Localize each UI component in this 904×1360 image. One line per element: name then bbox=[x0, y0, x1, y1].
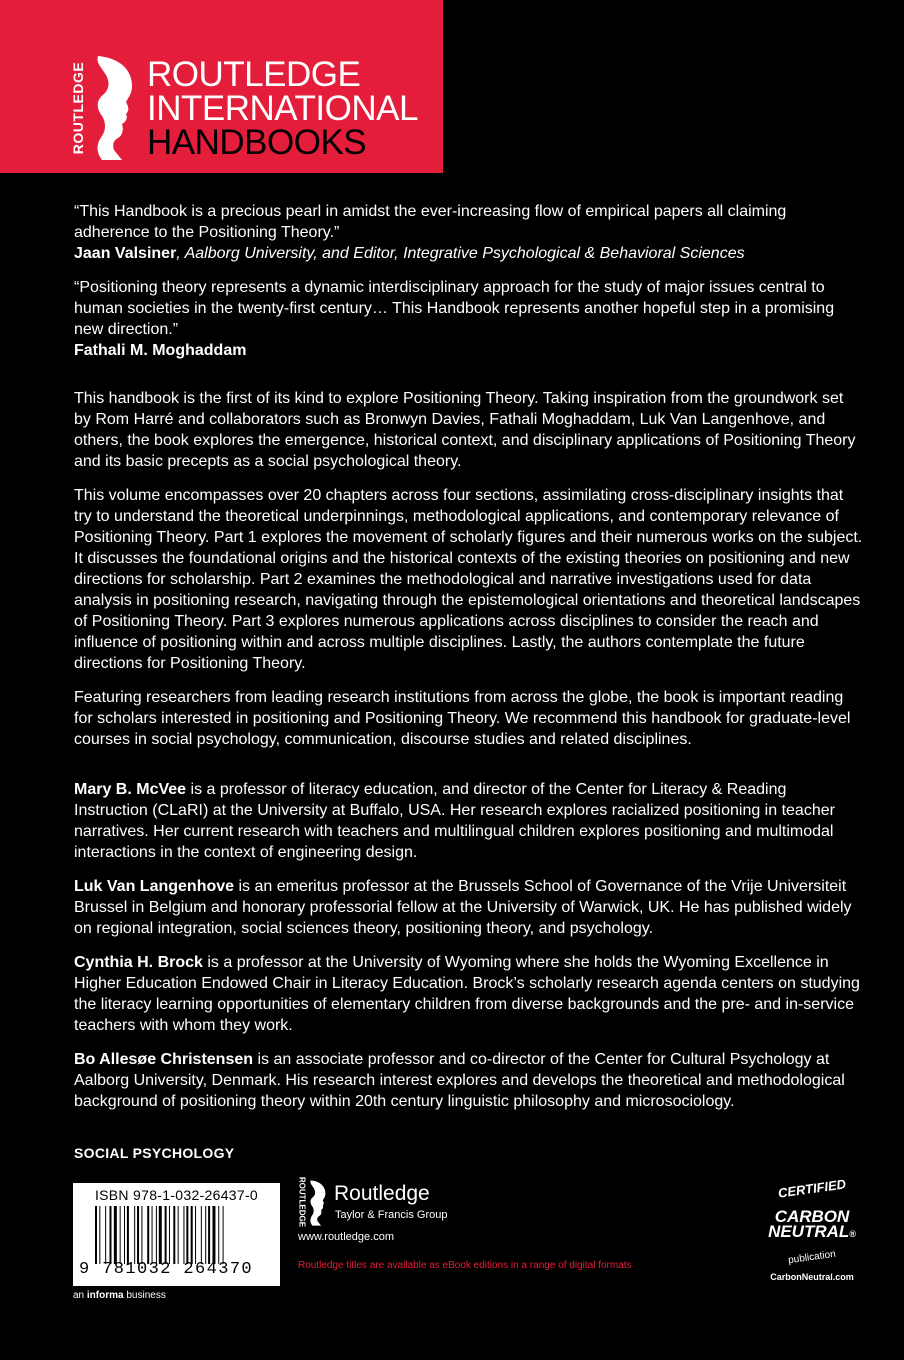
barcode-stripe bbox=[120, 1206, 121, 1264]
publication-label: publication bbox=[787, 1248, 837, 1267]
barcode-stripe bbox=[141, 1206, 142, 1264]
description-paragraph: This volume encompasses over 20 chapters across four sections, assimilating cross-disciplinary insights that try to understand the theoretical underpinnings, methodological applications, and contemporary relevance of Positioning Theory. Part 1 explores the movement of scholarly figures and their numerous works on the subject. It discusses the foundational origins and the historical contexts of the existing theories on positioning and new directions for scholarship. Part 2 examines the methodological and narrative investigations used for data analysis in positioning research, navigating through the epistemological orientations and theoretical landscapes of Positioning Theory. Part 3 explores numerous applications across disciplines to consider the reach and influence of positioning within and across multiple disciplines. Lastly, the authors contemplate the future directions for Positioning Theory. bbox=[74, 487, 863, 672]
barcode-stripe bbox=[183, 1206, 184, 1264]
barcode-bars-icon bbox=[95, 1206, 275, 1264]
quote-author: Fathali M. Moghaddam bbox=[74, 342, 247, 359]
barcode-stripe bbox=[156, 1206, 157, 1264]
barcode-stripe bbox=[205, 1206, 206, 1264]
routledge-vertical-logo: ROUTLEDGE bbox=[70, 61, 86, 155]
publisher-group: Taylor & Francis Group bbox=[335, 1209, 448, 1221]
certified-label: CERTIFIED bbox=[777, 1176, 847, 1201]
subject-category: SOCIAL PSYCHOLOGY bbox=[74, 1145, 235, 1161]
isbn-label: ISBN 978-1-032-26437-0 bbox=[94, 1187, 259, 1203]
description-paragraph: This handbook is the first of its kind to explore Positioning Theory. Taking inspiration from the groundwork set by Rom Harré and collaborators such as Bronwyn Davies, Fathali Moghaddam, Luk Van Langenhove, and others, the book explores the emergence, historical context, and disciplinary applications of Positioning Theory and its basic precepts as a social psychological theory. bbox=[74, 390, 856, 470]
isbn-barcode bbox=[73, 1183, 280, 1286]
bio-name: Bo Allesøe Christensen bbox=[74, 1051, 254, 1068]
endorsement-quote-2 bbox=[74, 277, 864, 361]
barcode-digits: 9 781032 264370 bbox=[79, 1260, 254, 1279]
bio-name: Mary B. McVee bbox=[74, 781, 187, 798]
endorsement-quote-1 bbox=[74, 201, 864, 264]
barcode-stripe bbox=[173, 1206, 175, 1264]
barcode-stripe bbox=[124, 1206, 125, 1264]
bio-text: is a professor of literacy education, and director of the Center for Literacy & Reading Instruction (CLaRI) at the University at Buffalo, USA. Her research explores racialized positioning in teacher narratives. Her current research with teachers and multilingual children explores positioning and multimodal interactions in the context of engineering design. bbox=[74, 781, 835, 861]
description-paragraph: Featuring researchers from leading research institutions from across the globe, the book is important reading for scholars interested in positioning and Positioning Theory. We recommend this handbook for graduate-level courses in social psychology, communication, discourse studies and related disciplines. bbox=[74, 689, 851, 748]
barcode-stripe bbox=[212, 1206, 215, 1264]
bio-name: Cynthia H. Brock bbox=[74, 954, 203, 971]
bio-paragraph bbox=[74, 779, 864, 863]
bio-paragraph bbox=[74, 952, 864, 1036]
quote-author: Jaan Valsiner bbox=[74, 245, 177, 262]
barcode-stripe bbox=[223, 1206, 224, 1264]
barcode-stripe bbox=[191, 1206, 193, 1264]
barcode-stripe bbox=[110, 1206, 112, 1264]
barcode-stripe bbox=[186, 1206, 188, 1264]
series-title bbox=[147, 55, 418, 162]
bio-paragraph bbox=[74, 876, 864, 939]
barcode-stripe bbox=[147, 1206, 149, 1264]
routledge-small-profile-icon bbox=[308, 1180, 328, 1226]
bio-text: is a professor at the University of Wyoming where she holds the Wyoming Excellence in Higher Education Endowed Chair in Literacy Education. Brock’s scholarly research agenda centers on studying the literacy learning opportunities of elementary children from diverse backgrounds and the pre- and in-service teachers with whom they work. bbox=[74, 954, 860, 1034]
bio-paragraph bbox=[74, 1049, 864, 1112]
series-line-3: HANDBOOKS bbox=[147, 123, 367, 162]
ebook-note: Routledge titles are available as eBook editions in a range of digital formats bbox=[298, 1260, 632, 1271]
carbon-neutral-badge bbox=[760, 1175, 864, 1287]
carbon-neutral-site: CarbonNeutral.com bbox=[770, 1272, 854, 1282]
barcode-stripe bbox=[134, 1206, 135, 1264]
barcode-stripe bbox=[208, 1206, 210, 1264]
barcode-stripe bbox=[95, 1206, 97, 1264]
barcode-stripe bbox=[99, 1206, 100, 1264]
publisher-url[interactable]: www.routledge.com bbox=[298, 1231, 394, 1243]
barcode-stripe bbox=[218, 1206, 219, 1264]
publisher-name: Routledge bbox=[334, 1182, 430, 1205]
barcode-stripe bbox=[178, 1206, 179, 1264]
routledge-profile-logo-icon bbox=[92, 56, 138, 160]
barcode-stripe bbox=[114, 1206, 117, 1264]
editor-bios bbox=[74, 779, 864, 1125]
barcode-stripe bbox=[159, 1206, 162, 1264]
barcode-stripe bbox=[201, 1206, 202, 1264]
barcode-stripe bbox=[169, 1206, 170, 1264]
carbon-neutral-label: CARBON NEUTRAL® bbox=[768, 1207, 856, 1241]
barcode-stripe bbox=[127, 1206, 129, 1264]
bio-text: is an associate professor and co-director of the Center for Cultural Psychology at Aalborg University, Denmark. His research interest explores and develops the theoretical and methodological background of positioning theory within 20th century linguistic philosophy and microsociology. bbox=[74, 1051, 845, 1110]
barcode-stripe bbox=[165, 1206, 167, 1264]
barcode-stripe bbox=[152, 1206, 153, 1264]
bio-name: Luk Van Langenhove bbox=[74, 878, 235, 895]
quote-text: “This Handbook is a precious pearl in amidst the ever-increasing flow of empirical papers all claiming adherence to the Positioning Theory.” bbox=[74, 203, 787, 241]
barcode-stripe bbox=[105, 1206, 106, 1264]
book-description bbox=[74, 388, 864, 763]
bio-text: is an emeritus professor at the Brussels School of Governance of the Vrije Universiteit Brussel in Belgium and honorary professorial fellow at the University of Warwick, UK. He has published widely on regional integration, social sciences theory, positioning theory, and psychology. bbox=[74, 878, 852, 937]
barcode-stripe bbox=[137, 1206, 139, 1264]
quote-text: “Positioning theory represents a dynamic interdisciplinary approach for the study of major issues central to human societies in the twenty-first century… This Handbook represents another hopeful step in a promising new direction.” bbox=[74, 279, 835, 338]
quote-affiliation: , Aalborg University, and Editor, Integrative Psychological & Behavioral Sciences bbox=[176, 245, 745, 262]
series-line-1: ROUTLEDGE bbox=[147, 55, 361, 94]
informa-business: an informa business bbox=[73, 1290, 166, 1301]
series-header bbox=[0, 0, 443, 173]
series-line-2: INTERNATIONAL bbox=[147, 89, 418, 128]
routledge-small-vertical-logo: ROUTLEDGE bbox=[297, 1176, 307, 1228]
barcode-stripe bbox=[195, 1206, 196, 1264]
quote-attribution bbox=[74, 243, 864, 264]
